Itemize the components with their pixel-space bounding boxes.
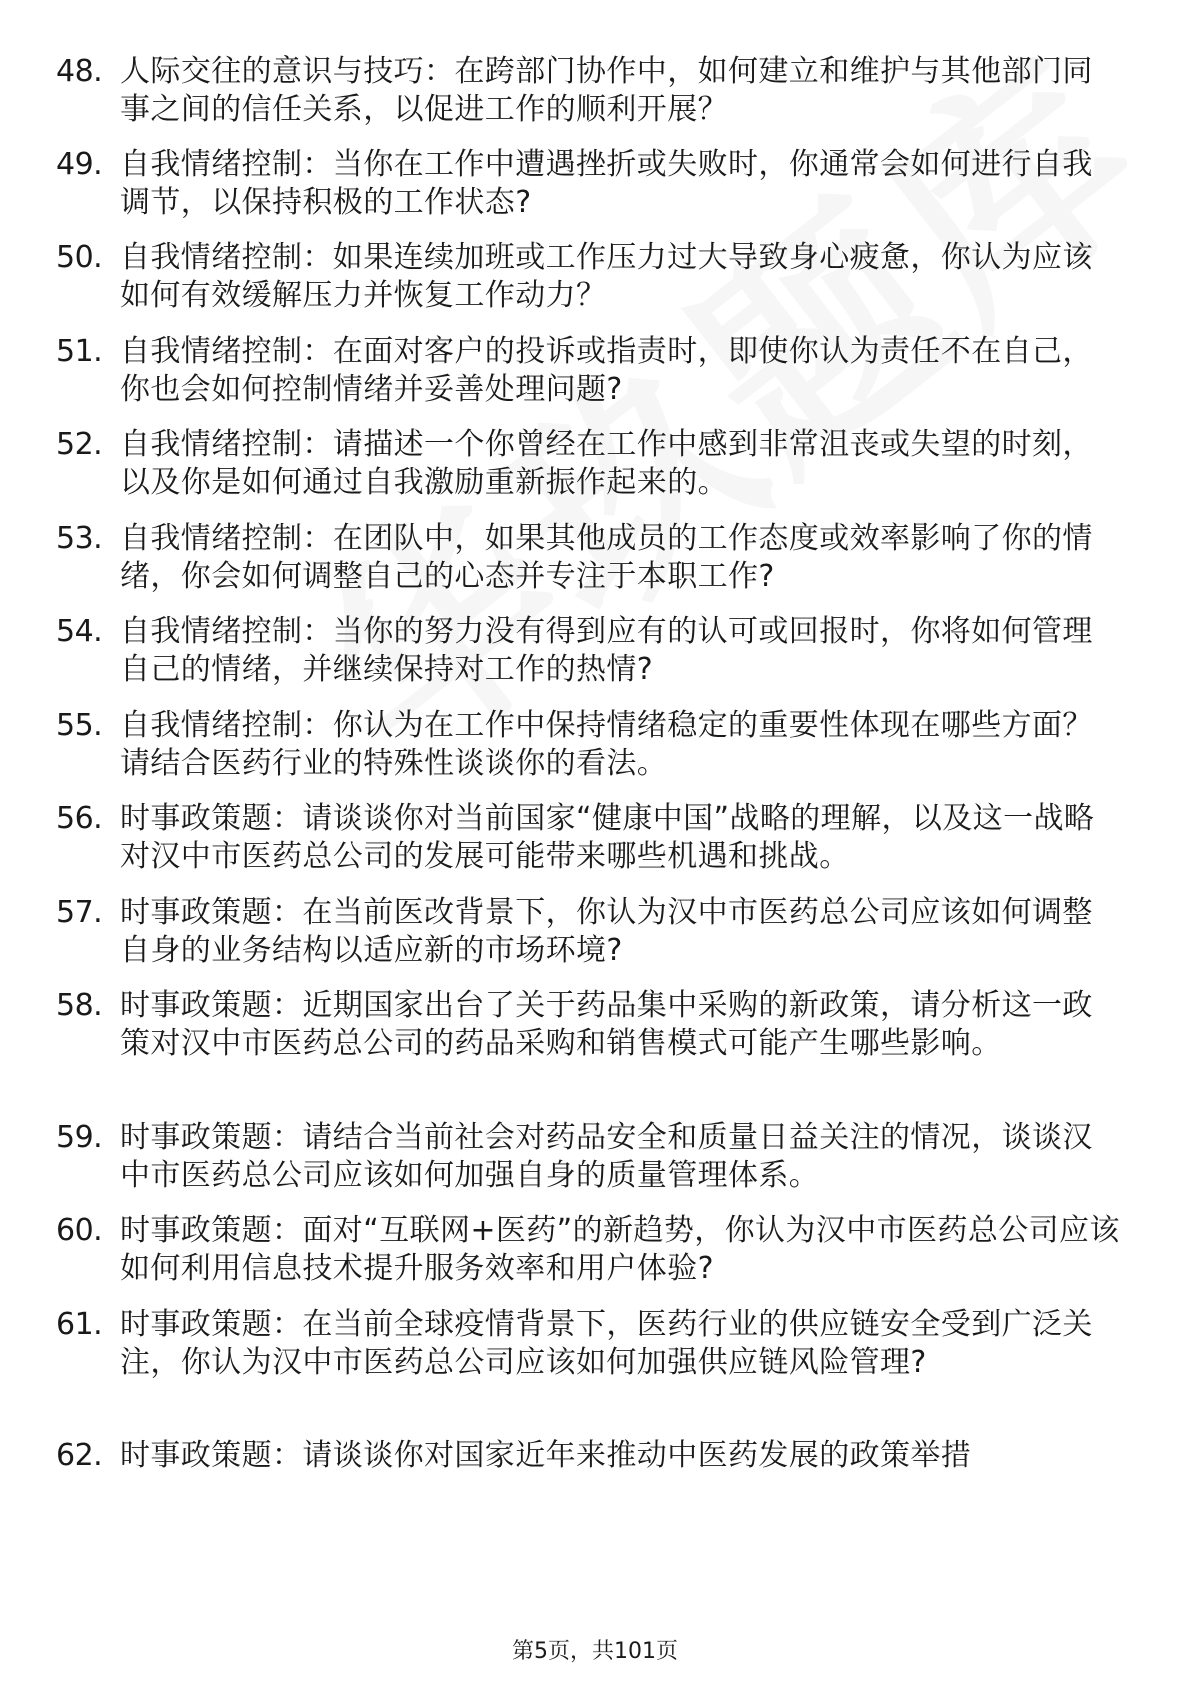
question-text: 自我情绪控制：如果连续加班或工作压力过大导致身心疲惫，你认为应该如何有效缓解压力并恢复工作动力？ <box>120 240 1093 313</box>
question-text: 自我情绪控制：请描述一个你曾经在工作中感到非常沮丧或失望的时刻，以及你是如何通过自我激励重新振作起来的。 <box>120 427 1093 500</box>
question-text: 自我情绪控制：当你的努力没有得到应有的认可或回报时，你将如何管理自己的情绪，并继续保持对工作的热情? <box>120 614 1093 687</box>
question-number: 60. <box>56 1213 103 1248</box>
question-text: 时事政策题：请结合当前社会对药品安全和质量日益关注的情况，谈谈汉中市医药总公司应该如何加强自身的质量管理体系。 <box>120 1120 1093 1193</box>
question-number: 62. <box>56 1438 103 1473</box>
question-number: 50. <box>56 240 103 275</box>
question-number: 61. <box>56 1307 103 1342</box>
question-text: 时事政策题：面对“互联网+医药”的新趋势，你认为汉中市医药总公司应该如何利用信息技术提升服务效率和用户体验? <box>120 1213 1120 1286</box>
question-text: 自我情绪控制：在团队中，如果其他成员的工作态度或效率影响了你的情绪，你会如何调整自己的心态并专注于本职工作? <box>120 521 1093 594</box>
question-text: 时事政策题：在当前全球疫情背景下，医药行业的供应链安全受到广泛关注，你认为汉中市医药总公司应该如何加强供应链风险管理? <box>120 1307 1093 1380</box>
question-text: 时事政策题：在当前医改背景下，你认为汉中市医药总公司应该如何调整自身的业务结构以适应新的市场环境? <box>120 895 1093 968</box>
question-text: 自我情绪控制：你认为在工作中保持情绪稳定的重要性体现在哪些方面？请结合医药行业的特殊性谈谈你的看法。 <box>120 708 1093 781</box>
question-text: 时事政策题：近期国家出台了关于药品集中采购的新政策，请分析这一政策对汉中市医药总公司的药品采购和销售模式可能产生哪些影响。 <box>120 988 1093 1061</box>
question-text: 人际交往的意识与技巧：在跨部门协作中，如何建立和维护与其他部门同事之间的信任关系，以促进工作的顺利开展？ <box>120 54 1093 127</box>
question-text: 时事政策题：请谈谈你对国家近年来推动中医药发展的政策举措 <box>120 1438 972 1473</box>
question-number: 59. <box>56 1120 103 1155</box>
question-number: 54. <box>56 614 103 649</box>
question-number: 58. <box>56 988 103 1023</box>
question-text: 自我情绪控制：在面对客户的投诉或指责时，即使你认为责任不在自己，你也会如何控制情绪并妥善处理问题? <box>120 334 1093 407</box>
question-number: 53. <box>56 521 103 556</box>
question-text: 自我情绪控制：当你在工作中遭遇挫折或失败时，你通常会如何进行自我调节，以保持积极的工作状态? <box>120 147 1093 220</box>
question-number: 55. <box>56 708 103 743</box>
question-number: 52. <box>56 427 103 462</box>
question-number: 51. <box>56 334 103 369</box>
question-text: 时事政策题：请谈谈你对当前国家“健康中国”战略的理解，以及这一战略对汉中市医药总公司的发展可能带来哪些机遇和挑战。 <box>120 801 1095 874</box>
question-number: 56. <box>56 801 103 836</box>
question-number: 57. <box>56 895 103 930</box>
page-footer: 第5页，共101页 <box>512 1639 678 1664</box>
question-number: 49. <box>56 147 103 182</box>
question-number: 48. <box>56 54 103 89</box>
